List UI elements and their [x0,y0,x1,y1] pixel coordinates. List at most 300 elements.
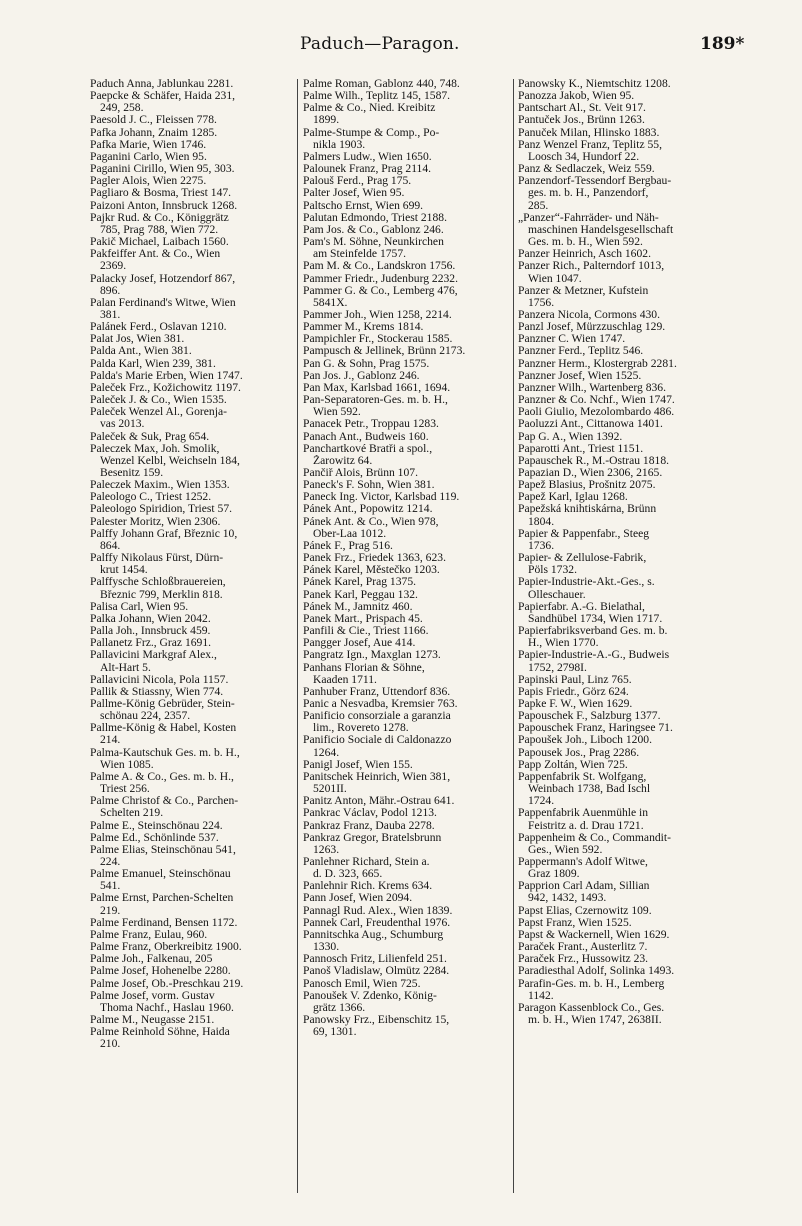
entry-name-line: Pallme-König & Habel, Kosten [90,722,237,735]
entry-name-line: Pannitschka Aug., Schumburg [303,928,444,941]
entry-continuation-line: 5201II. [313,783,347,796]
entry-name-line: Palme Josef, Ob.-Preschkau 219. [90,977,244,990]
directory-entry [518,917,728,929]
directory-entry [303,625,505,637]
entry-name-line: Papouschek F., Salzburg 1377. [518,710,661,723]
directory-entry [90,528,290,552]
directory-column-3 [518,78,728,1026]
column-divider [513,79,514,1193]
entry-name-line: Papierfabriksverband Ges. m. b. [518,625,668,638]
entry-name-line: Pan-Separatoren-Ges. m. b. H., [303,394,448,407]
entry-name-line: Papier-Industrie-A.-G., Budweis [518,649,670,662]
entry-continuation-line: 896. [100,284,121,297]
directory-entry [303,953,505,965]
entry-name-line: Pallavicini Markgraf Alex., [90,649,217,662]
entry-name-line: Palme Roman, Gablonz 440, 748. [303,78,460,90]
directory-entry [518,127,728,139]
directory-entry [90,273,290,297]
entry-name-line: Pankraz Franz, Dauba 2278. [303,819,435,832]
directory-entry [518,649,728,673]
directory-entry [303,175,505,187]
directory-entry [90,613,290,625]
directory-entry [518,747,728,759]
entry-continuation-line: 249, 258. [100,102,144,115]
directory-entry [518,285,728,309]
entry-name-line: Paltscho Ernst, Wien 699. [303,199,424,212]
entry-name-line: Panzner Josef, Wien 1525. [518,369,642,382]
entry-continuation-line: Ges., Wien 592. [528,843,603,856]
entry-name-line: Panzner C. Wien 1747. [518,333,626,346]
entry-name-line: Pammer Joh., Wien 1258, 2214. [303,308,452,321]
entry-continuation-line: 1899. [313,114,340,127]
directory-entry [518,382,728,394]
entry-name-line: Papier & Pappenfabr., Steeg [518,527,650,540]
directory-entry [90,832,290,844]
entry-name-line: Papauschek R., M.-Ostrau 1818. [518,454,670,467]
directory-entry [518,139,728,163]
entry-name-line: Palme E., Steinschönau 224. [90,819,223,832]
entry-name-line: Paoluzzi Ant., Cittanowa 1401. [518,418,663,431]
entry-name-line: Panic a Nesvadba, Kremsier 763. [303,697,458,710]
entry-name-line: Panfili & Cie., Triest 1166. [303,625,429,638]
directory-entry [90,1026,290,1050]
directory-entry [303,662,505,686]
entry-name-line: Palester Moritz, Wien 2306. [90,515,221,528]
directory-entry [90,990,290,1014]
directory-entry [518,880,728,904]
entry-name-line: Pánek Ant. & Co., Wien 978, [303,515,439,528]
entry-continuation-line: Ges. m. b. H., Wien 592. [528,236,643,249]
directory-entry [303,491,505,503]
directory-entry [518,163,728,175]
directory-entry [303,200,505,212]
directory-entry [303,734,505,758]
directory-entry [90,200,290,212]
entry-name-line: Palme Josef, vorm. Gustav [90,989,215,1002]
entry-continuation-line: Wenzel Kelbl, Weichseln 184, [100,454,240,467]
entry-name-line: Panowsky K., Niemtschitz 1208. [518,78,671,90]
directory-entry [303,516,505,540]
directory-entry [303,309,505,321]
entry-name-line: Pakfeiffer Ant. & Co., Wien [90,248,221,261]
entry-continuation-line: grätz 1366. [313,1001,366,1014]
directory-entry [90,965,290,977]
entry-name-line: Paneck's F. Sohn, Wien 381. [303,479,435,492]
directory-entry [303,820,505,832]
directory-entry [90,1014,290,1026]
entry-name-line: Paleczek Max, Joh. Smolik, [90,442,220,455]
entry-continuation-line: Loosch 34, Hundorf 22. [528,150,640,163]
directory-entry [303,795,505,807]
entry-name-line: Panzner Herm., Klostergrab 2281. [518,357,677,370]
entry-name-line: Panitschek Heinrich, Wien 381, [303,770,451,783]
directory-entry [90,941,290,953]
entry-name-line: Pančiř Alois, Brünn 107. [303,467,418,479]
directory-entry [518,503,728,527]
entry-continuation-line: 541. [100,880,121,893]
page-title: Paduch—Paragon. [300,34,460,54]
entry-name-line: Pappenfabrik Auenmühle in [518,807,649,820]
directory-entry [518,965,728,977]
directory-entry [90,917,290,929]
directory-entry [90,978,290,990]
entry-name-line: Palme Franz, Oberkreibitz 1900. [90,941,242,954]
directory-entry [518,90,728,102]
directory-entry [90,236,290,248]
entry-name-line: Papier-Industrie-Akt.-Ges., s. [518,576,655,589]
entry-name-line: Paizoni Anton, Innsbruck 1268. [90,199,238,212]
entry-name-line: Panach Ant., Budweis 160. [303,430,429,443]
entry-name-line: Palla Joh., Innsbruck 459. [90,625,211,638]
directory-entry [303,892,505,904]
entry-continuation-line: 1752, 2798I. [528,661,587,674]
directory-entry [90,722,290,746]
entry-name-line: Paduch Anna, Jablunkau 2281. [90,78,234,90]
entry-continuation-line: Sandhübel 1734, Wien 1717. [528,612,663,625]
directory-entry [90,698,290,722]
entry-name-line: Pappenfabrik St. Wolfgang, [518,770,647,783]
directory-entry [518,941,728,953]
directory-entry [518,686,728,698]
directory-entry [90,370,290,382]
entry-name-line: Panificio Sociale di Caldonazzo [303,734,452,747]
directory-entry [90,844,290,868]
directory-entry [518,455,728,467]
entry-continuation-line: lim., Rovereto 1278. [313,722,409,735]
directory-entry [518,771,728,807]
directory-entry [303,260,505,272]
entry-continuation-line: maschinen Handelsgesellschaft [528,223,674,236]
entry-name-line: Panhuber Franz, Uttendorf 836. [303,685,451,698]
directory-entry [303,552,505,564]
entry-name-line: Papst Franz, Wien 1525. [518,916,632,929]
directory-entry [518,722,728,734]
directory-entry [303,978,505,990]
entry-name-line: Paepcke & Schäfer, Haida 231, [90,90,236,103]
entry-continuation-line: 224. [100,856,121,868]
directory-entry [303,856,505,880]
entry-continuation-line: 1264. [313,746,340,759]
directory-entry [90,649,290,673]
directory-entry [303,589,505,601]
entry-name-line: Panek Mart., Prispach 45. [303,612,423,625]
directory-entry [518,491,728,503]
directory-entry [303,431,505,443]
directory-entry [90,892,290,916]
entry-name-line: Panificio consorziale a garanzia [303,710,451,723]
entry-name-line: Pantuček Jos., Brünn 1263. [518,114,645,127]
entry-name-line: Pann Josef, Wien 2094. [303,892,413,905]
entry-name-line: Palánek Ferd., Oslavan 1210. [90,321,227,334]
directory-entry [90,297,290,321]
entry-name-line: Papousek Jos., Prag 2286. [518,746,640,759]
entry-name-line: Panzner & Co. Nchf., Wien 1747. [518,394,675,407]
directory-entry [303,917,505,929]
directory-entry [518,929,728,941]
directory-entry [303,443,505,467]
directory-entry [518,905,728,917]
entry-continuation-line: Pöls 1732. [528,564,577,577]
directory-entry [303,78,505,90]
entry-name-line: Panzendorf-Tessendorf Bergbau- [518,175,672,188]
directory-entry [303,187,505,199]
directory-column-1 [90,78,290,1051]
entry-name-line: Palda's Marie Erben, Wien 1747. [90,369,243,382]
directory-entry [303,479,505,491]
directory-entry [518,248,728,260]
directory-entry [518,601,728,625]
entry-name-line: Palme Franz, Eulau, 960. [90,928,208,941]
entry-name-line: Pánek Ant., Popowitz 1214. [303,503,433,516]
directory-entry [518,698,728,710]
directory-entry [518,260,728,284]
directory-entry [303,236,505,260]
entry-name-line: Panzer & Metzner, Kufstein [518,284,649,297]
entry-name-line: Pakič Michael, Laibach 1560. [90,236,229,249]
directory-entry [303,321,505,333]
entry-name-line: Panzl Josef, Mürzzuschlag 129. [518,321,666,334]
entry-name-line: Panlehner Richard, Stein a. [303,856,430,868]
entry-name-line: Palme M., Neugasse 2151. [90,1014,215,1027]
directory-entry [518,832,728,856]
entry-name-line: Palter Josef, Wien 95. [303,187,405,200]
entry-name-line: Palme Emanuel, Steinschönau [90,868,231,881]
directory-entry [518,734,728,746]
directory-entry [303,929,505,953]
column-divider [297,79,298,1193]
entry-name-line: Pappenheim & Co., Commandit- [518,831,671,844]
directory-entry [518,856,728,880]
entry-continuation-line: Besenitz 159. [100,467,164,479]
directory-entry [90,431,290,443]
directory-entry [303,832,505,856]
directory-entry [90,443,290,479]
directory-entry [303,467,505,479]
entry-name-line: Pangger Josef, Aue 414. [303,637,416,650]
directory-entry [90,139,290,151]
directory-entry [90,576,290,600]
directory-entry [303,212,505,224]
directory-entry [90,795,290,819]
entry-continuation-line: 1804. [528,515,555,528]
entry-name-line: Paganini Cirillo, Wien 95, 303. [90,163,235,176]
entry-name-line: Panzner Wilh., Wartenberg 836. [518,381,666,394]
directory-entry [518,114,728,126]
directory-entry [518,345,728,357]
directory-entry [303,273,505,285]
page-number: 189* [700,34,745,54]
entry-name-line: Paragon Kassenblock Co., Ges. [518,1001,665,1014]
entry-name-line: Panz Wenzel Franz, Teplitz 55, [518,138,662,151]
directory-entry [90,163,290,175]
directory-entry [518,370,728,382]
entry-continuation-line: Schelten 219. [100,807,164,820]
entry-name-line: Panuček Milan, Hlinsko 1883. [518,126,660,139]
directory-entry [518,175,728,211]
entry-name-line: Panoš Vladislaw, Olmütz 2284. [303,965,450,978]
entry-name-line: Panchartkové Bratři a spol., [303,442,433,455]
directory-entry [518,467,728,479]
entry-name-line: Palffy Nikolaus Fürst, Dürn- [90,552,224,565]
entry-name-line: Paraček Frant., Austerlitz 7. [518,941,648,954]
entry-name-line: Papoušek Joh., Liboch 1200. [518,734,652,747]
entry-name-line: Papež Blasius, Prošnitz 2075. [518,479,656,492]
entry-name-line: Palacky Josef, Hotzendorf 867, [90,272,236,285]
directory-entry [518,625,728,649]
entry-name-line: Palffysche Schloßbrauereien, [90,576,226,589]
directory-entry [90,552,290,576]
entry-name-line: Palme Ed., Schönlinde 537. [90,831,219,844]
entry-name-line: Palat Jos, Wien 381. [90,333,185,346]
entry-continuation-line: 1142. [528,989,554,1002]
entry-name-line: Pánek Karel, Městečko 1203. [303,564,440,577]
entry-continuation-line: am Steinfelde 1757. [313,248,407,261]
directory-entry [303,759,505,771]
directory-entry [303,394,505,418]
directory-entry [518,406,728,418]
directory-entry [90,114,290,126]
directory-entry [303,686,505,698]
entry-name-line: Paleček J. & Co., Wien 1535. [90,394,227,407]
entry-name-line: Parafin-Ges. m. b. H., Lemberg [518,977,665,990]
entry-name-line: Papp Zoltán, Wien 725. [518,758,628,771]
directory-entry [518,212,728,248]
entry-name-line: Papež Karl, Iglau 1268. [518,491,628,504]
entry-continuation-line: 1330. [313,941,340,954]
entry-name-line: Palutan Edmondo, Triest 2188. [303,211,447,224]
directory-entry [518,552,728,576]
entry-continuation-line: Olleschauer. [528,588,586,601]
directory-entry [303,649,505,661]
directory-entry [90,747,290,771]
entry-continuation-line: d. D. 323, 665. [313,868,383,881]
entry-name-line: Palda Karl, Wien 239, 381. [90,357,216,370]
entry-continuation-line: 219. [100,904,121,917]
directory-entry [303,333,505,345]
entry-name-line: Palisa Carl, Wien 95. [90,600,189,613]
directory-entry [303,965,505,977]
entry-name-line: Pankraz Gregor, Bratelsbrunn [303,831,442,844]
directory-entry [303,224,505,236]
entry-name-line: Panacek Petr., Troppau 1283. [303,418,439,431]
directory-entry [518,309,728,321]
directory-entry [518,674,728,686]
entry-name-line: Palme Reinhold Söhne, Haida [90,1026,230,1039]
entry-continuation-line: Březnic 799, Merklin 818. [100,588,223,601]
entry-name-line: Pafka Marie, Wien 1746. [90,138,207,151]
directory-entry [90,503,290,515]
directory-entry [303,382,505,394]
entry-name-line: Paleček Wenzel Al., Gorenja- [90,406,227,419]
entry-name-line: Paganini Carlo, Wien 95. [90,150,207,163]
entry-continuation-line: schönau 224, 2357. [100,710,191,723]
entry-continuation-line: nikla 1903. [313,138,366,151]
entry-continuation-line: 1263. [313,843,340,856]
entry-name-line: Panhans Florian & Söhne, [303,661,425,674]
directory-entry [90,820,290,832]
directory-entry [303,807,505,819]
directory-entry [303,990,505,1014]
entry-continuation-line: Weinbach 1738, Bad Ischl [528,783,651,796]
directory-column-2 [303,78,505,1038]
entry-continuation-line: Žarowitz 64. [313,454,373,467]
entry-continuation-line: Wien 1047. [528,272,582,285]
entry-name-line: Pammer M., Krems 1814. [303,321,424,334]
directory-entry [518,479,728,491]
entry-name-line: Palme Ernst, Parchen-Schelten [90,892,234,905]
entry-name-line: Pammer G. & Co., Lemberg 476, [303,284,458,297]
entry-name-line: Palouš Ferd., Prag 175. [303,175,412,188]
directory-entry [303,771,505,795]
directory-entry [303,345,505,357]
entry-name-line: Panzer Rich., Palterndorf 1013, [518,260,665,273]
entry-continuation-line: 1724. [528,795,555,808]
entry-name-line: Panoušek V. Zdenko, König- [303,989,437,1002]
entry-continuation-line: 1736. [528,539,555,552]
directory-entry [518,443,728,455]
directory-entry [90,771,290,795]
directory-entry [303,503,505,515]
entry-name-line: Pam Jos. & Co., Gablonz 246. [303,223,444,236]
directory-entry [303,698,505,710]
entry-name-line: Pannek Carl, Freudenthal 1976. [303,916,451,929]
entry-name-line: Panosch Emil, Wien 725. [303,977,421,990]
directory-entry [90,868,290,892]
entry-name-line: Papis Friedr., Görz 624. [518,685,629,698]
entry-name-line: Pantschart Al., St. Veit 917. [518,102,646,115]
entry-name-line: Palme Ferdinand, Bensen 1172. [90,916,238,929]
page-header [0,0,802,80]
entry-name-line: Paleologo C., Triest 1252. [90,491,212,504]
entry-name-line: Pánek Karel, Prag 1375. [303,576,417,589]
entry-name-line: Papst Elias, Czernowitz 109. [518,904,652,917]
entry-name-line: Papke F. W., Wien 1629. [518,697,633,710]
entry-name-line: Pajkr Rud. & Co., Königgrätz [90,211,229,224]
entry-name-line: Palme & Co., Nied. Kreibitz [303,102,436,115]
entry-continuation-line: 864. [100,539,121,552]
entry-name-line: Paraček Frz., Hussowitz 23. [518,953,649,966]
entry-name-line: Pafka Johann, Znaim 1285. [90,126,218,139]
directory-entry [90,345,290,357]
entry-name-line: Papier- & Zellulose-Fabrik, [518,552,647,565]
entry-name-line: Papierfabr. A.-G. Bielathal, [518,600,645,613]
entry-continuation-line: 2369. [100,260,127,273]
entry-name-line: Papinski Paul, Linz 765. [518,673,632,686]
entry-name-line: Paleczek Maxim., Wien 1353. [90,479,230,492]
entry-name-line: Paparotti Ant., Triest 1151. [518,442,644,455]
directory-entry [303,418,505,430]
entry-continuation-line: 285. [528,199,549,212]
directory-entry [303,564,505,576]
entry-continuation-line: vas 2013. [100,418,145,431]
entry-name-line: Pallanetz Frz., Graz 1691. [90,637,212,650]
entry-continuation-line: 942, 1432, 1493. [528,892,607,905]
directory-entry [518,710,728,722]
directory-entry [90,674,290,686]
entry-name-line: Pampusch & Jellinek, Brünn 2173. [303,345,466,358]
directory-entry [518,576,728,600]
entry-name-line: Palda Ant., Wien 381. [90,345,192,358]
directory-entry [90,78,290,90]
directory-entry [90,248,290,272]
directory-entry [90,382,290,394]
directory-entry [518,1002,728,1026]
directory-entry [518,418,728,430]
directory-entry [518,102,728,114]
entry-name-line: Palmers Ludw., Wien 1650. [303,150,432,163]
entry-name-line: Palme A. & Co., Ges. m. b. H., [90,770,234,783]
directory-entry [90,686,290,698]
